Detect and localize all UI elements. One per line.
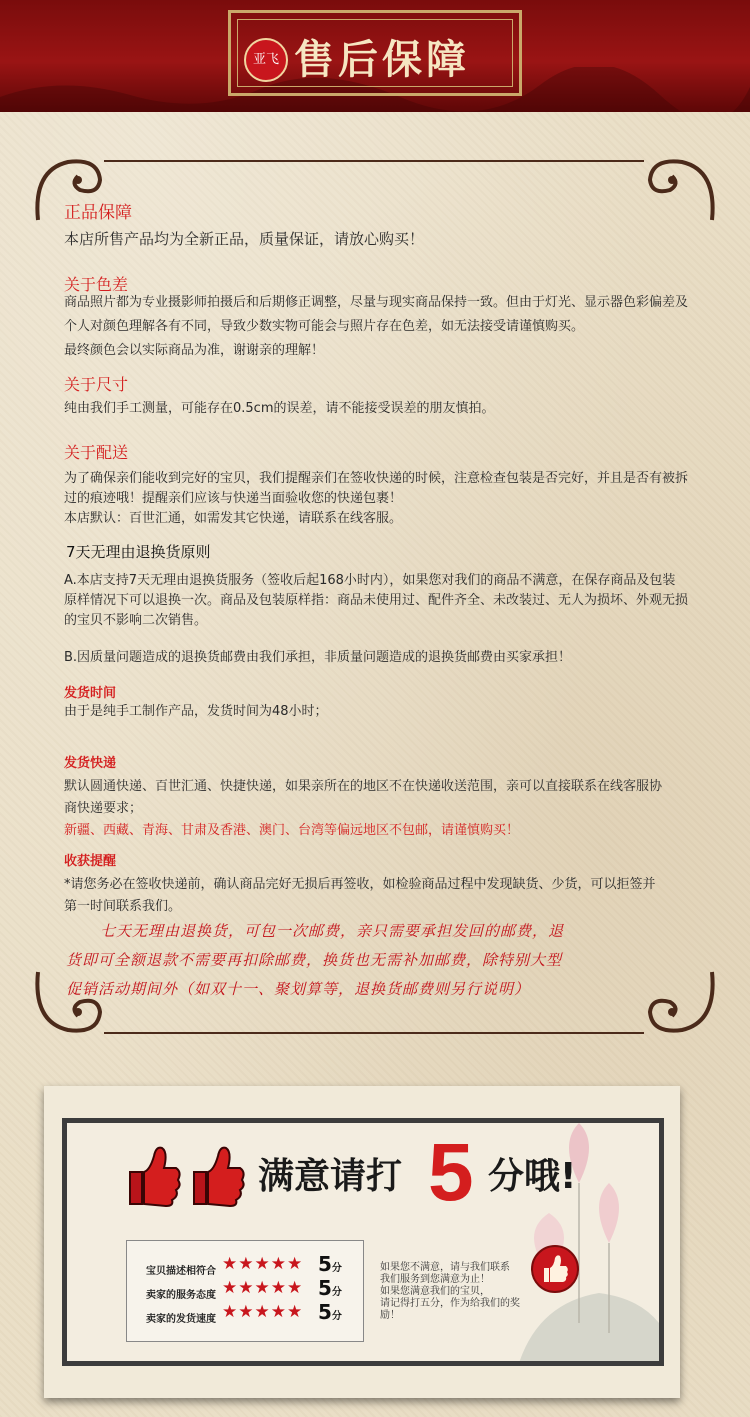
rating-row-stars: ★★★★★ bbox=[222, 1254, 304, 1274]
rating-row-stars: ★★★★★ bbox=[222, 1278, 304, 1298]
receipt-title: 收获提醒 bbox=[64, 854, 117, 869]
rating-note bbox=[380, 1262, 530, 1322]
rating-note-line: 如果您满意我们的宝贝， bbox=[380, 1286, 490, 1297]
thumbs-up-badge-icon bbox=[530, 1244, 580, 1294]
delivery-line-3: 本店默认：百世汇通，如需发其它快递，请联系在线客服。 bbox=[64, 511, 403, 526]
size-body: 纯由我们手工测量，可能存在0.5cm的误差，请不能接受误差的朋友慎拍。 bbox=[64, 401, 495, 416]
ship-time-title: 发货时间 bbox=[64, 686, 117, 701]
ship-time-body: 由于是纯手工制作产品，发货时间为48小时； bbox=[64, 704, 328, 719]
top-rail bbox=[104, 160, 644, 162]
rating-row-label: 宝贝描述相符合 bbox=[146, 1266, 216, 1277]
thumbs-up-icon bbox=[124, 1142, 182, 1208]
brand-seal: 亚飞 bbox=[244, 38, 288, 82]
rating-slogan-right: 分哦! bbox=[488, 1156, 577, 1197]
rating-row-score: 5分 bbox=[318, 1252, 342, 1276]
color-line-1: 商品照片都为专业摄影师拍摄后和后期修正调整，尽量与现实商品保持一致。但由于灯光、显示器色彩偏差及 bbox=[64, 295, 689, 310]
rating-note-line: 我们服务到您满意为止！ bbox=[380, 1274, 490, 1285]
courier-line-2: 商快递要求； bbox=[64, 801, 143, 816]
courier-line-3: 新疆、西藏、青海、甘肃及香港、澳门、台湾等偏远地区不包邮，请谨慎购买！ bbox=[64, 823, 520, 838]
color-line-2: 个人对颜色理解各有不同，导致少数实物可能会与照片存在色差，如无法接受请谨慎购买。 bbox=[64, 319, 585, 334]
size-title: 关于尺寸 bbox=[64, 375, 129, 394]
receipt-line-2: 第一时间联系我们。 bbox=[64, 899, 182, 914]
closing-line-2: 货即可全额退款不需要再扣除邮费，换货也无需补加邮费，除特别大型 bbox=[66, 951, 563, 969]
returns-title: 7天无理由退换货原则 bbox=[66, 543, 211, 561]
thumbs-up-icon bbox=[188, 1142, 246, 1208]
genuine-body: 本店所售产品均为全新正品，质量保证，请放心购买！ bbox=[64, 230, 425, 248]
rating-row-label: 卖家的服务态度 bbox=[146, 1290, 216, 1301]
color-line-3: 最终颜色会以实际商品为准，谢谢亲的理解！ bbox=[64, 343, 325, 358]
color-title: 关于色差 bbox=[64, 275, 129, 294]
courier-line-1: 默认圆通快递、百世汇通、快捷快递，如果亲所在的地区不在快递收送范围，亲可以直接联系在线客服协 bbox=[64, 779, 663, 794]
rating-slogan-number: 5 bbox=[428, 1127, 474, 1218]
rating-slogan-left: 满意请打 bbox=[258, 1156, 403, 1197]
delivery-line-1: 为了确保亲们能收到完好的宝贝，我们提醒亲们在签收快递的时候，注意检查包装是否完好，并且是否有被拆 bbox=[64, 471, 689, 486]
rating-note-line: 请记得打五分，作为给我们的奖励！ bbox=[380, 1298, 520, 1321]
delivery-title: 关于配送 bbox=[64, 443, 129, 462]
rating-note-line: 如果您不满意，请与我们联系 bbox=[380, 1262, 510, 1273]
returns-b-line: B.因质量问题造成的退换货邮费由我们承担，非质量问题造成的退换货邮费由买家承担！ bbox=[64, 650, 572, 665]
closing-line-3: 促销活动期间外（如双十一、聚划算等，退换货邮费则另行说明） bbox=[66, 980, 531, 998]
rating-row-stars: ★★★★★ bbox=[222, 1302, 304, 1322]
returns-a-line-3: 的宝贝不影响二次销售。 bbox=[64, 613, 208, 628]
delivery-line-2: 过的痕迹哦！提醒亲们应该与快递当面验收您的快递包裹！ bbox=[64, 491, 403, 506]
rating-row-score: 5分 bbox=[318, 1276, 342, 1300]
returns-a-line-1: A.本店支持7天无理由退换货服务（签收后起168小时内），如果您对我们的商品不满意，在保存商品及包装 bbox=[64, 573, 676, 588]
rating-row-label: 卖家的发货速度 bbox=[146, 1314, 216, 1325]
closing-line-1: 七天无理由退换货，可包一次邮费，亲只需要承担发回的邮费，退 bbox=[100, 922, 565, 940]
rating-row-score: 5分 bbox=[318, 1300, 342, 1324]
courier-title: 发货快递 bbox=[64, 756, 117, 771]
genuine-title: 正品保障 bbox=[64, 203, 132, 223]
returns-a-line-2: 原样情况下可以退换一次。商品及包装原样指：商品未使用过、配件齐全、未改装过、无人为损坏、外观无损 bbox=[64, 593, 689, 608]
bottom-rail bbox=[104, 1032, 644, 1034]
page-title: 售后保障 bbox=[294, 36, 470, 83]
corner-ornament-top-right bbox=[642, 150, 722, 230]
receipt-line-1: *请您务必在签收快递前，确认商品完好无损后再签收，如检验商品过程中发现缺货、少货，可以拒签并 bbox=[64, 877, 656, 892]
